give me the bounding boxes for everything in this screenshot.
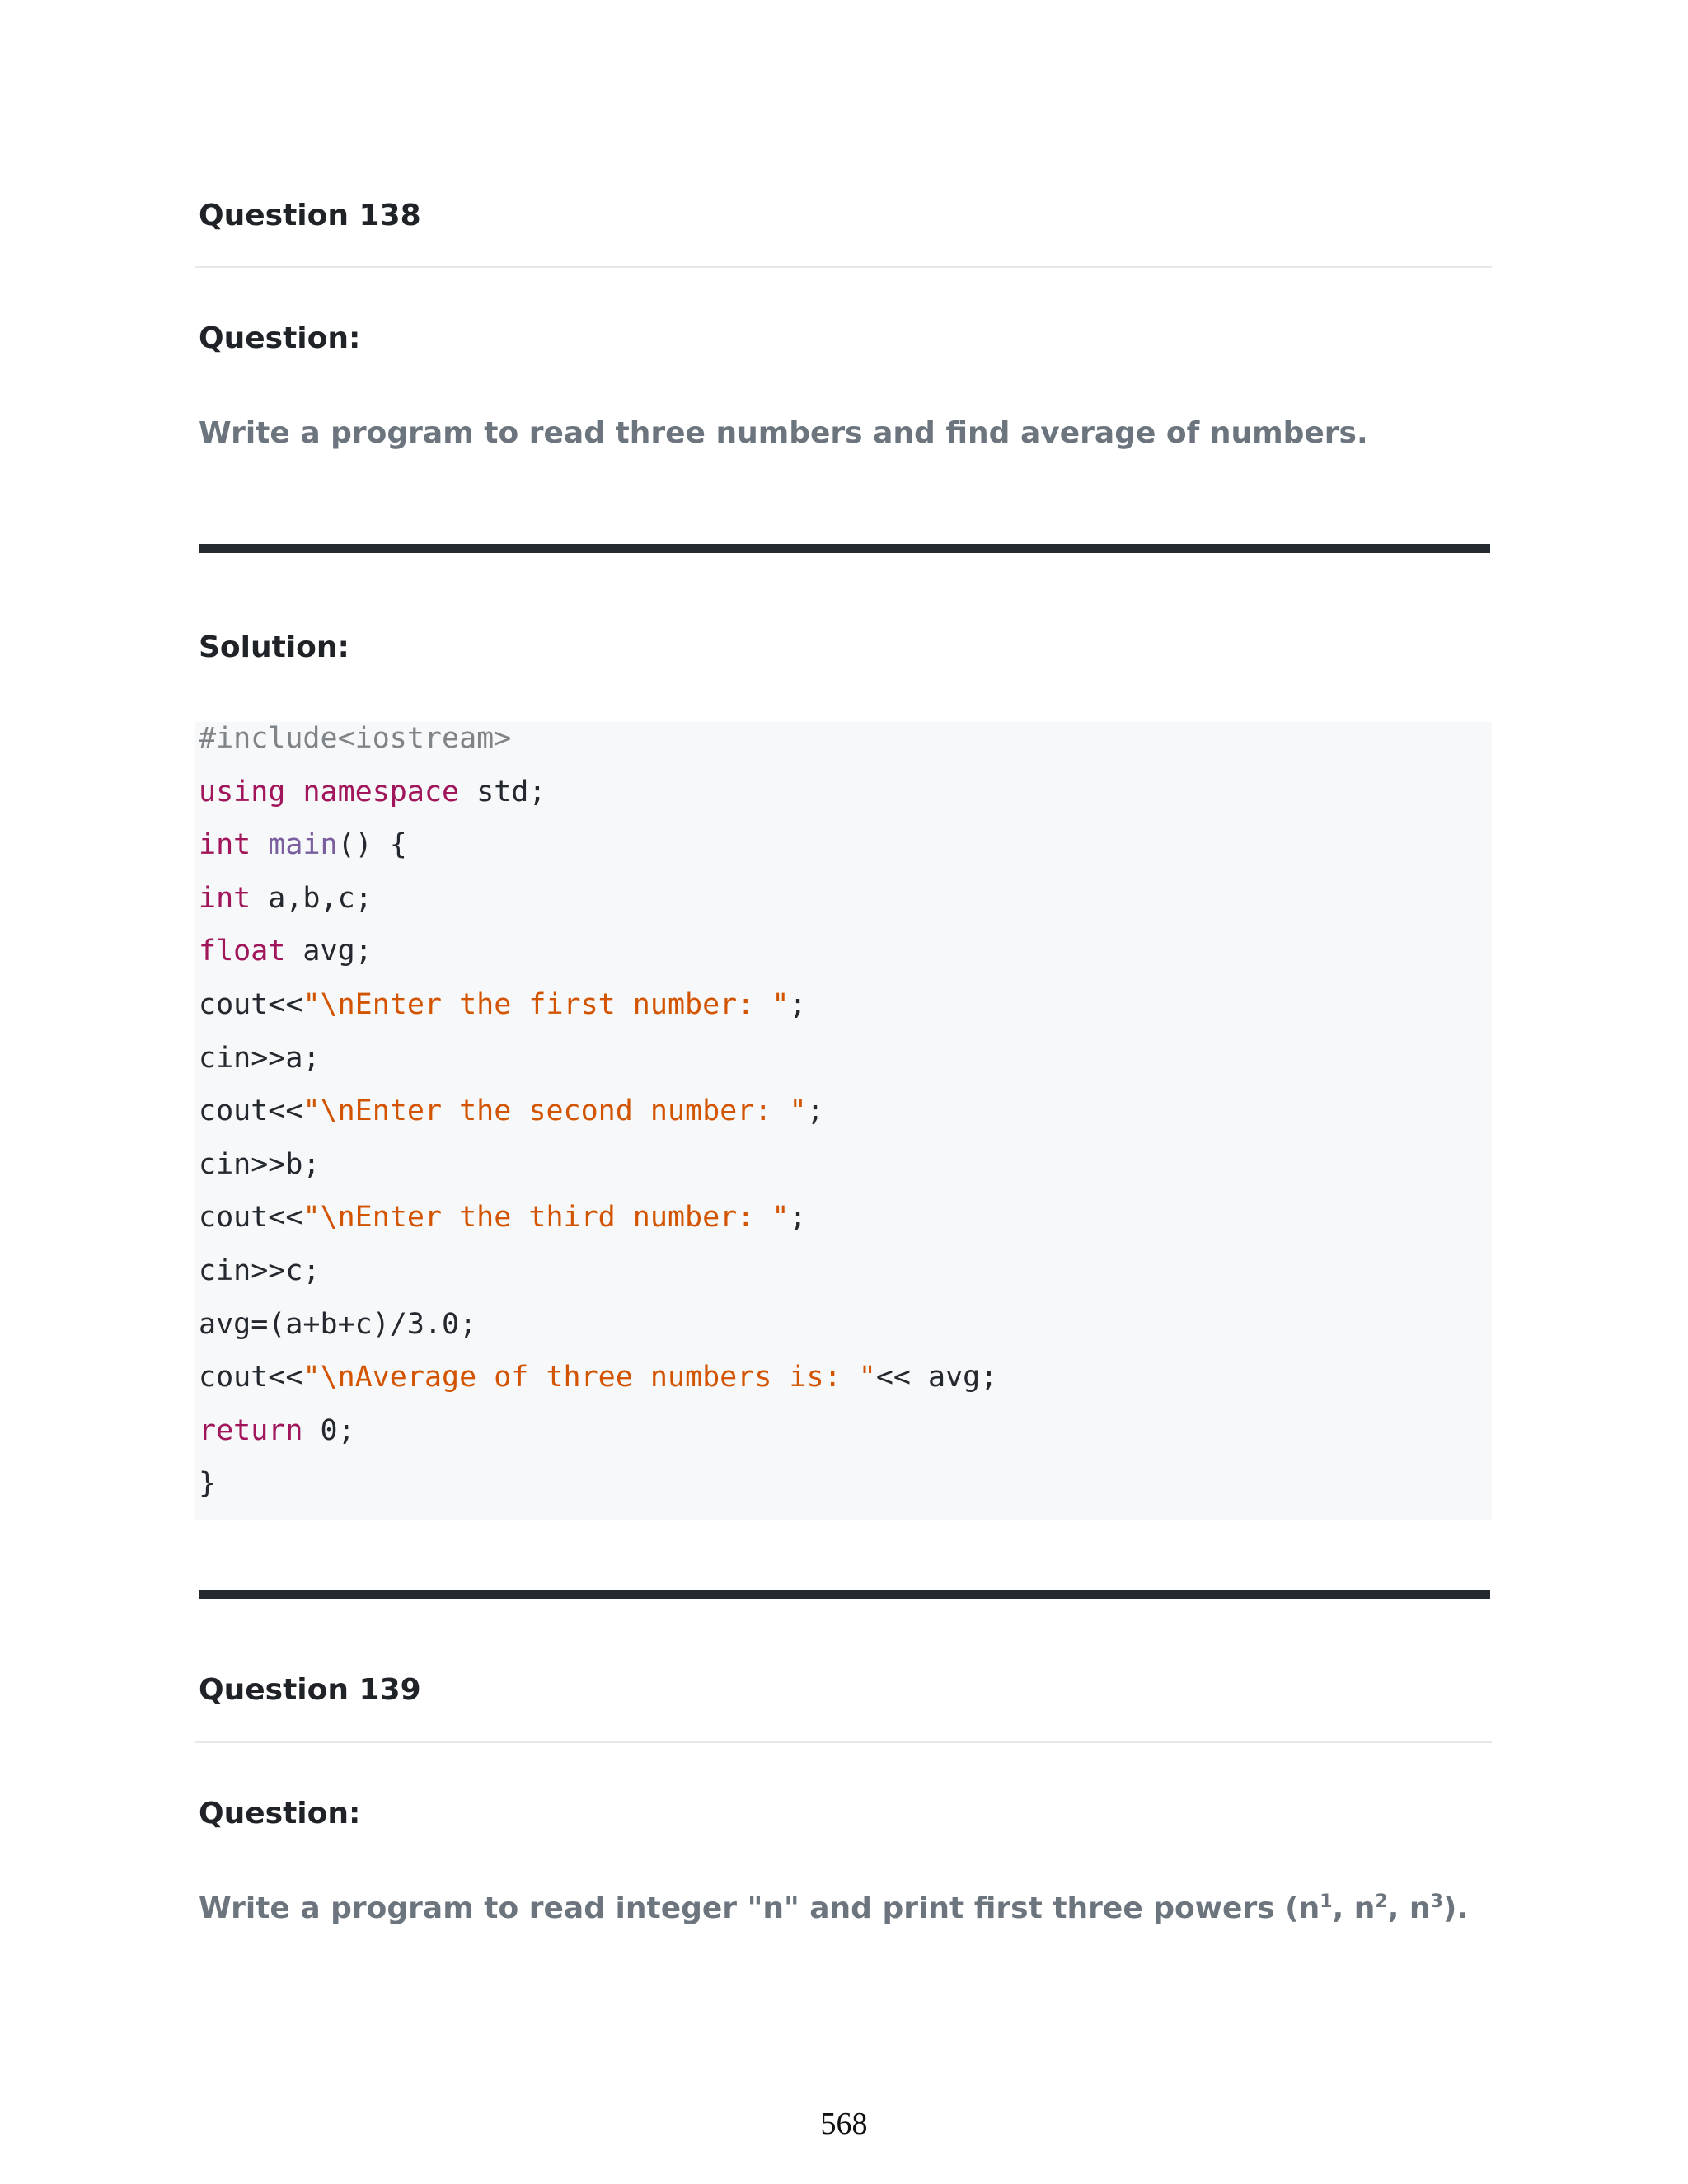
code-token: cout<< (199, 1201, 303, 1234)
code-token: a,b,c; (251, 882, 373, 915)
code-token: avg=(a+b+c)/3.0; (199, 1308, 477, 1341)
code-line (199, 1410, 355, 1451)
code-token-preprocessor: #include<iostream> (199, 722, 512, 755)
code-token-string: "\nEnter the first number: " (302, 988, 790, 1021)
section-divider (199, 544, 1490, 553)
code-token: << avg; (875, 1361, 998, 1394)
question-139-title: Question 139 (199, 1673, 421, 1707)
separator: , n (1332, 1891, 1376, 1925)
separator: , n (1387, 1891, 1431, 1925)
title-divider (195, 266, 1492, 268)
question-text-end: ). (1442, 1891, 1469, 1925)
code-token (251, 828, 268, 861)
code-token-keyword: float (199, 935, 286, 968)
code-token (285, 776, 302, 808)
code-line (199, 1090, 824, 1132)
code-line (199, 1304, 476, 1345)
code-token: () { (337, 828, 407, 861)
section-divider (199, 1590, 1490, 1599)
page-number: 568 (820, 2107, 868, 2141)
code-token-function: main (268, 828, 338, 861)
code-token: std; (459, 776, 546, 808)
code-line (199, 824, 407, 865)
code-token: ; (789, 988, 807, 1021)
code-line (199, 1357, 997, 1398)
question-138-title: Question 138 (199, 199, 421, 232)
code-line (199, 1250, 321, 1291)
code-token-keyword: return (199, 1414, 303, 1447)
code-token: 0; (302, 1414, 355, 1447)
superscript: 2 (1375, 1891, 1388, 1912)
code-token: ; (806, 1094, 824, 1127)
code-token: } (199, 1467, 217, 1500)
code-token-keyword: namespace (302, 776, 460, 808)
superscript: 1 (1320, 1891, 1333, 1912)
code-line (199, 1463, 216, 1504)
superscript: 3 (1430, 1891, 1443, 1912)
code-token-keyword: int (199, 882, 251, 915)
code-line (199, 718, 511, 759)
question-label: Question: (199, 1797, 361, 1830)
question-label: Question: (199, 321, 361, 355)
code-token: cin>>c; (199, 1254, 321, 1287)
code-token: ; (789, 1201, 807, 1234)
code-token-string: "\nEnter the second number: " (302, 1094, 807, 1127)
code-line (199, 930, 373, 972)
code-line (199, 984, 807, 1025)
code-line (199, 1038, 321, 1079)
question-text-main: Write a program to read integer "n" and print first three powers (n (199, 1891, 1320, 1925)
code-token: cout<< (199, 1094, 303, 1127)
question-text (199, 1891, 1468, 1925)
code-token: cin>>a; (199, 1042, 321, 1075)
question-text: Write a program to read three numbers and find average of numbers. (199, 416, 1368, 450)
code-token-string: "\nAverage of three numbers is: " (302, 1361, 876, 1394)
code-token: cout<< (199, 988, 303, 1021)
code-line (199, 1144, 321, 1185)
title-divider (195, 1741, 1492, 1743)
code-token-string: "\nEnter the third number: " (302, 1201, 790, 1234)
code-line (199, 771, 546, 813)
code-token-keyword: int (199, 828, 251, 861)
code-line (199, 878, 373, 919)
code-token: avg; (285, 935, 373, 968)
code-token: cout<< (199, 1361, 303, 1394)
code-token: cin>>b; (199, 1148, 321, 1181)
code-line (199, 1197, 807, 1238)
solution-label: Solution: (199, 630, 349, 664)
code-token-keyword: using (199, 776, 286, 808)
